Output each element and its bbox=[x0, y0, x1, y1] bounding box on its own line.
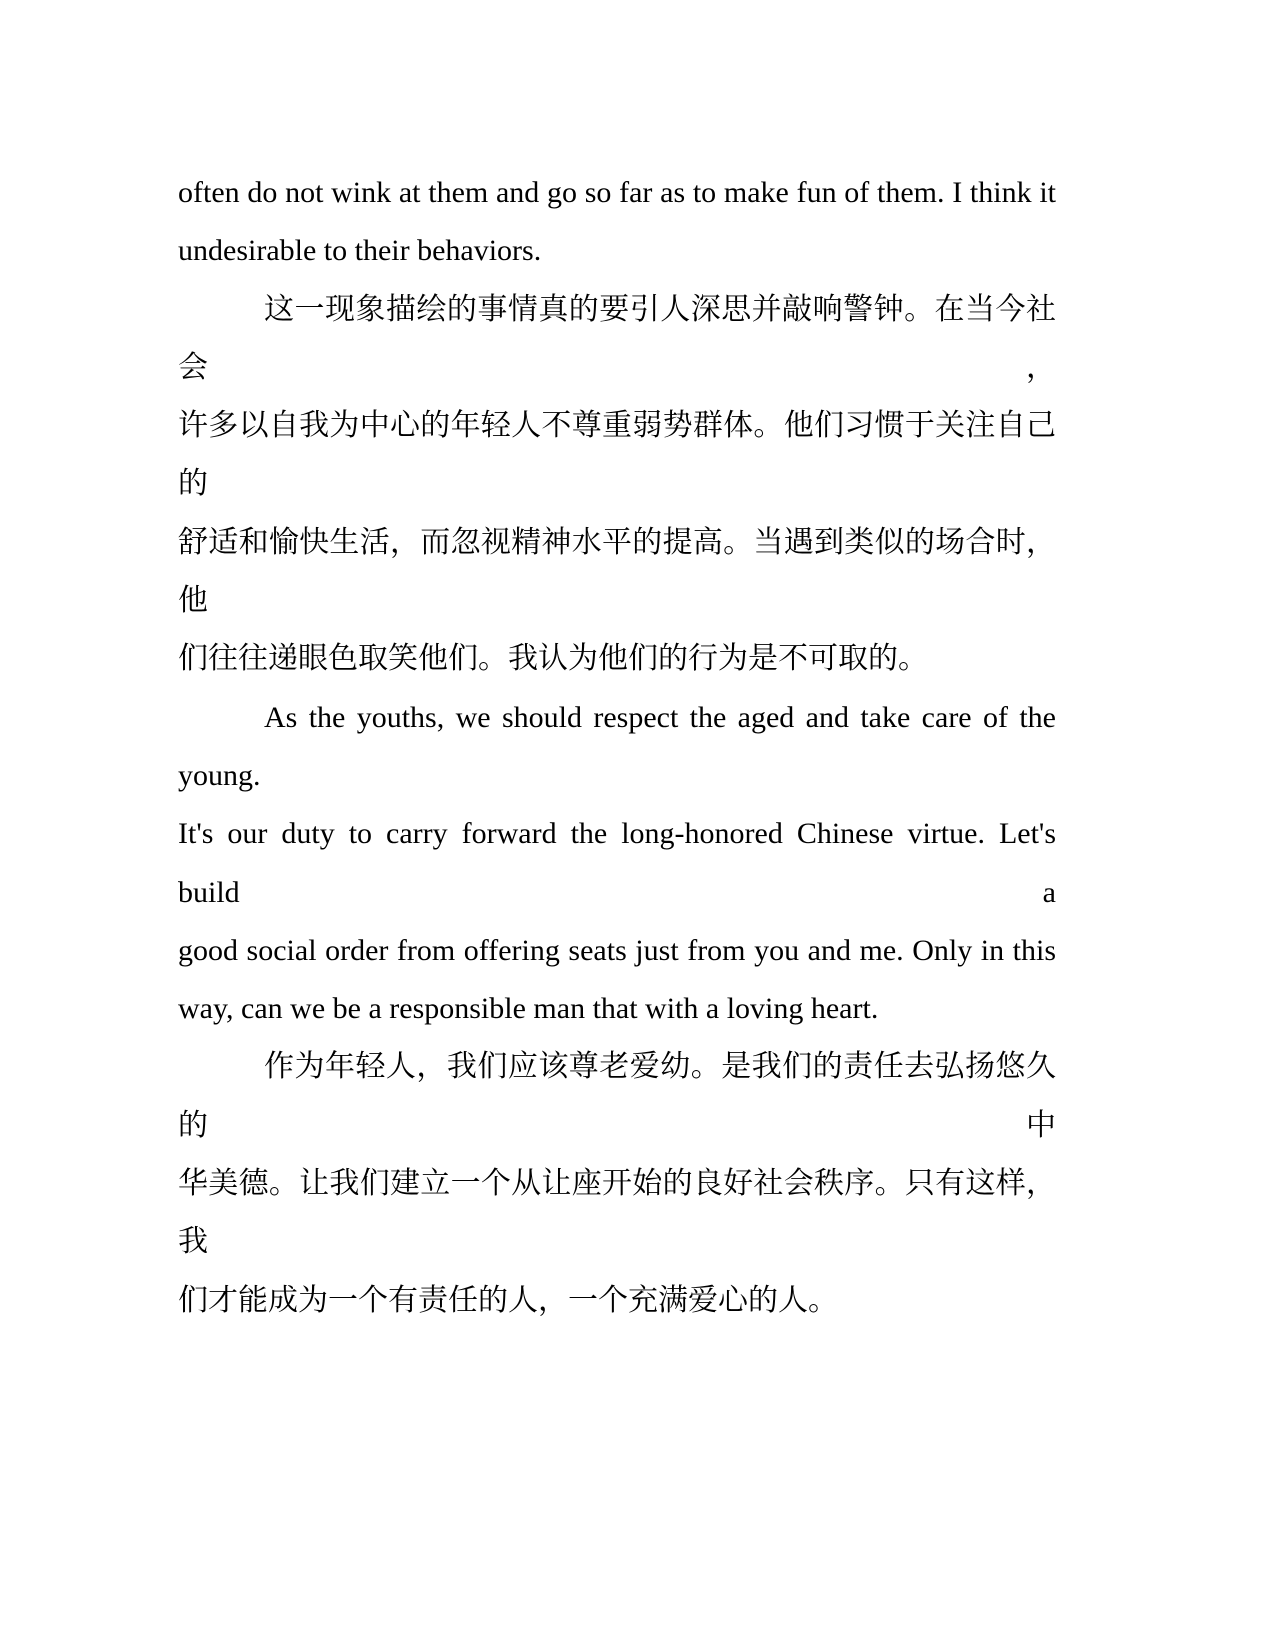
text-line: 作为年轻人，我们应该尊老爱幼。是我们的责任去弘扬悠久的中 bbox=[178, 1050, 1056, 1142]
text-line: 许多以自我为中心的年轻人不尊重弱势群体。他们习惯于关注自己的 bbox=[178, 409, 1056, 501]
document-body bbox=[178, 164, 1056, 1330]
text-line: 们往往递眼色取笑他们。我认为他们的行为是不可取的。 bbox=[178, 642, 928, 676]
text-line: 这一现象描绘的事情真的要引人深思并敲响警钟。在当今社会， bbox=[178, 292, 1056, 384]
text-line: often do not wink at them and go so far as to make fun of them. I think it bbox=[178, 176, 1056, 209]
text-line: 们才能成为一个有责任的人，一个充满爱心的人。 bbox=[178, 1283, 838, 1317]
text-line: It's our duty to carry forward the long-honored Chinese virtue. Let's build a bbox=[178, 817, 1056, 909]
text-line: way, can we be a responsible man that with a loving heart. bbox=[178, 992, 879, 1026]
text-line: 舒适和愉快生活，而忽视精神水平的提高。当遇到类似的场合时，他 bbox=[178, 525, 1056, 618]
text-line: 华美德。让我们建立一个从让座开始的良好社会秩序。只有这样，我 bbox=[178, 1167, 1056, 1259]
text-line: good social order from offering seats just from you and me. Only in this bbox=[178, 933, 1056, 967]
text-line: As the youths, we should respect the aged and take care of the young. bbox=[178, 700, 1056, 792]
text-line: undesirable to their behaviors. bbox=[178, 234, 542, 268]
